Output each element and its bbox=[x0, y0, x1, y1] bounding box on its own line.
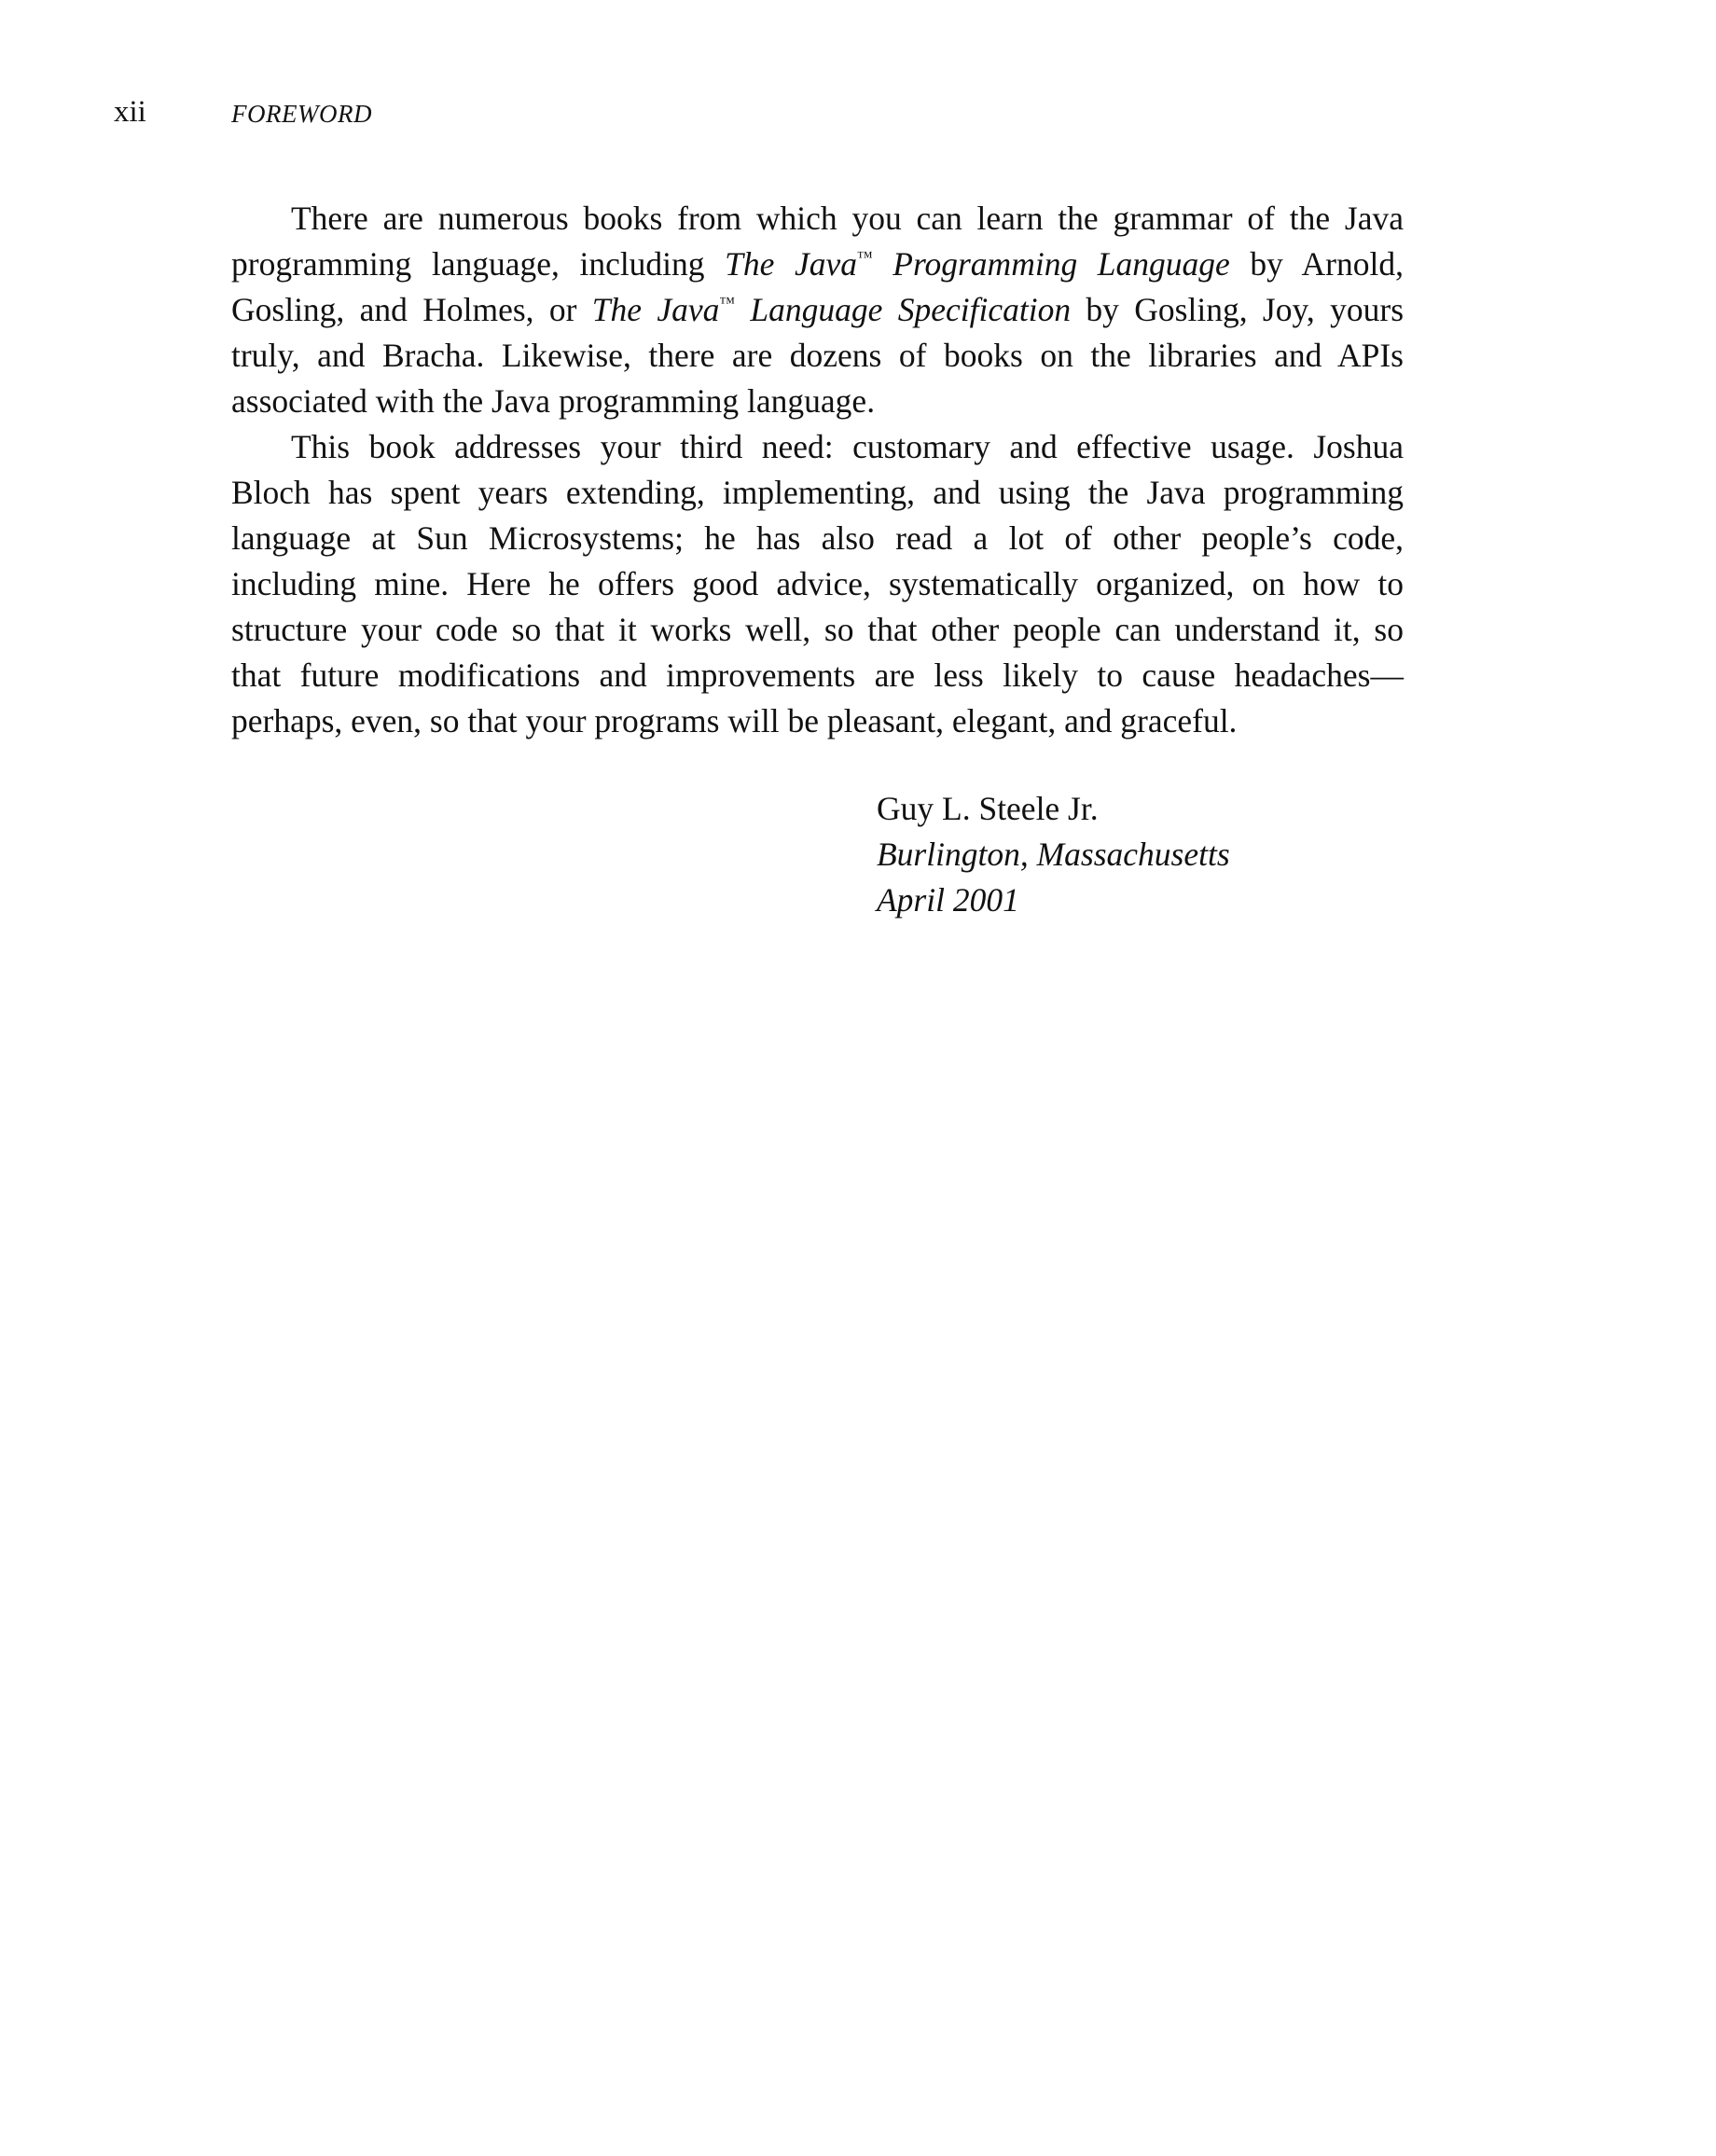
paragraph-1-line: truly, and Bracha. Likewise, there are dozens of books on the libraries and APIs bbox=[231, 337, 1404, 374]
paragraph-1-line bbox=[231, 287, 1404, 333]
foreword-body bbox=[231, 196, 1404, 744]
book-title-part: The Java bbox=[591, 291, 720, 328]
running-head-title: FOREWORD bbox=[231, 100, 372, 128]
paragraph-1-line: associated with the Java programming language. bbox=[231, 382, 876, 420]
paragraph-2-line: language at Sun Microsystems; he has also read a lot of other people’s code, bbox=[231, 519, 1404, 557]
page-number: xii bbox=[114, 95, 146, 129]
book-title-part: The Java bbox=[725, 245, 858, 283]
text-run: by Gosling, Joy, yours bbox=[1071, 291, 1405, 328]
paragraph-2-line: Bloch has spent years extending, implementing, and using the Java programming bbox=[231, 474, 1404, 511]
paragraph-2-line: This book addresses your third need: customary and effective usage. Joshua bbox=[291, 428, 1404, 465]
book-title-part: Language Specification bbox=[735, 291, 1072, 328]
trademark-symbol: ™ bbox=[719, 294, 736, 311]
text-run: programming language, including bbox=[231, 245, 726, 283]
paragraph-2-line: that future modifications and improvements are less likely to cause headaches— bbox=[231, 656, 1404, 694]
book-title-programming-language bbox=[725, 245, 1230, 283]
signature-block bbox=[877, 786, 1399, 923]
book-title-language-specification bbox=[592, 291, 1071, 328]
text-run: by Arnold, bbox=[1229, 245, 1404, 283]
paragraph-2 bbox=[231, 424, 1404, 744]
paragraph-2-line: including mine. Here he offers good advice, systematically organized, on how to bbox=[231, 565, 1404, 602]
signature-place: Burlington, Massachusetts bbox=[877, 836, 1230, 873]
paragraph-1-line bbox=[231, 242, 1404, 287]
paragraph-2-line: perhaps, even, so that your programs will be pleasant, elegant, and graceful. bbox=[231, 702, 1238, 739]
book-title-part: Programming Language bbox=[872, 245, 1230, 283]
paragraph-1-line: There are numerous books from which you can learn the grammar of the Java bbox=[291, 200, 1404, 237]
signature-date: April 2001 bbox=[877, 881, 1019, 919]
paragraph-2-line: structure your code so that it works well, so that other people can understand it, so bbox=[231, 611, 1404, 648]
paragraph-1 bbox=[231, 196, 1404, 424]
text-run: Gosling, and Holmes, or bbox=[231, 291, 592, 328]
trademark-symbol: ™ bbox=[857, 248, 873, 266]
running-head bbox=[114, 93, 1419, 131]
signature-name: Guy L. Steele Jr. bbox=[877, 790, 1099, 827]
